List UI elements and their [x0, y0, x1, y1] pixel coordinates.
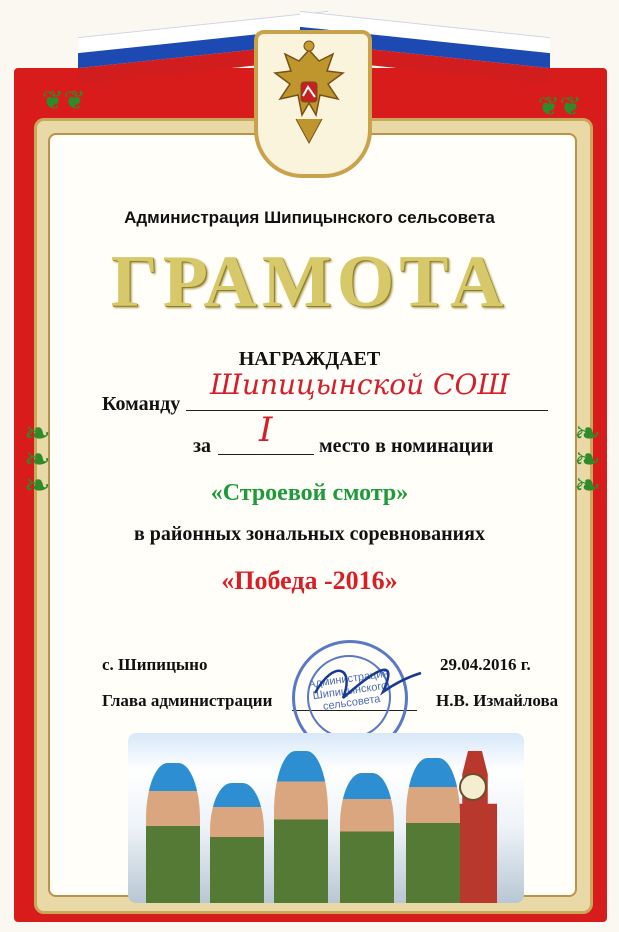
soldier-figure: [340, 773, 394, 903]
soldier-figure: [406, 758, 460, 903]
soldier-figure: [146, 763, 200, 903]
team-name-handwritten: Шипицынской СОШ: [210, 368, 510, 401]
competition-description: в районных зональных соревнованиях: [133, 523, 486, 545]
issuing-administration: Администрация Шипицынского сельсовета: [124, 208, 495, 227]
team-name-line: [186, 410, 548, 411]
place-line: [218, 454, 314, 455]
place-handwritten: I: [259, 410, 273, 450]
signer-position: Глава администрации: [102, 691, 273, 710]
award-heading: НАГРАЖДАЕТ: [238, 348, 381, 370]
handwritten-signature-icon: [305, 648, 425, 718]
seal-text: Администрация Шипицынского сельсовета: [307, 667, 390, 713]
signer-name: Н.В. Измайлова: [436, 691, 559, 710]
laurel-branch-right-top-icon: ❦❦: [538, 92, 582, 121]
certificate-title: ГРАМОТА: [110, 241, 509, 323]
double-headed-eagle-icon: [268, 40, 350, 152]
soldier-figure: [210, 783, 264, 903]
team-label: Команду: [102, 393, 181, 415]
clock-icon: [459, 773, 487, 801]
laurel-branch-right-middle-icon: ❧ ❧ ❧: [574, 415, 601, 503]
for-label: за: [193, 435, 212, 457]
laurel-branch-left-top-icon: ❦❦: [42, 86, 86, 115]
paratroopers-photo: [128, 733, 524, 903]
competition-name: «Победа -2016»: [221, 566, 398, 595]
nomination-name: «Строевой смотр»: [210, 480, 409, 506]
village-name: с. Шипицыно: [102, 655, 208, 674]
laurel-branch-left-middle-icon: ❧ ❧ ❧: [24, 415, 51, 503]
soldier-figure: [274, 751, 328, 903]
certificate-date: 29.04.2016 г.: [440, 655, 531, 674]
place-description: место в номинации: [319, 435, 494, 457]
